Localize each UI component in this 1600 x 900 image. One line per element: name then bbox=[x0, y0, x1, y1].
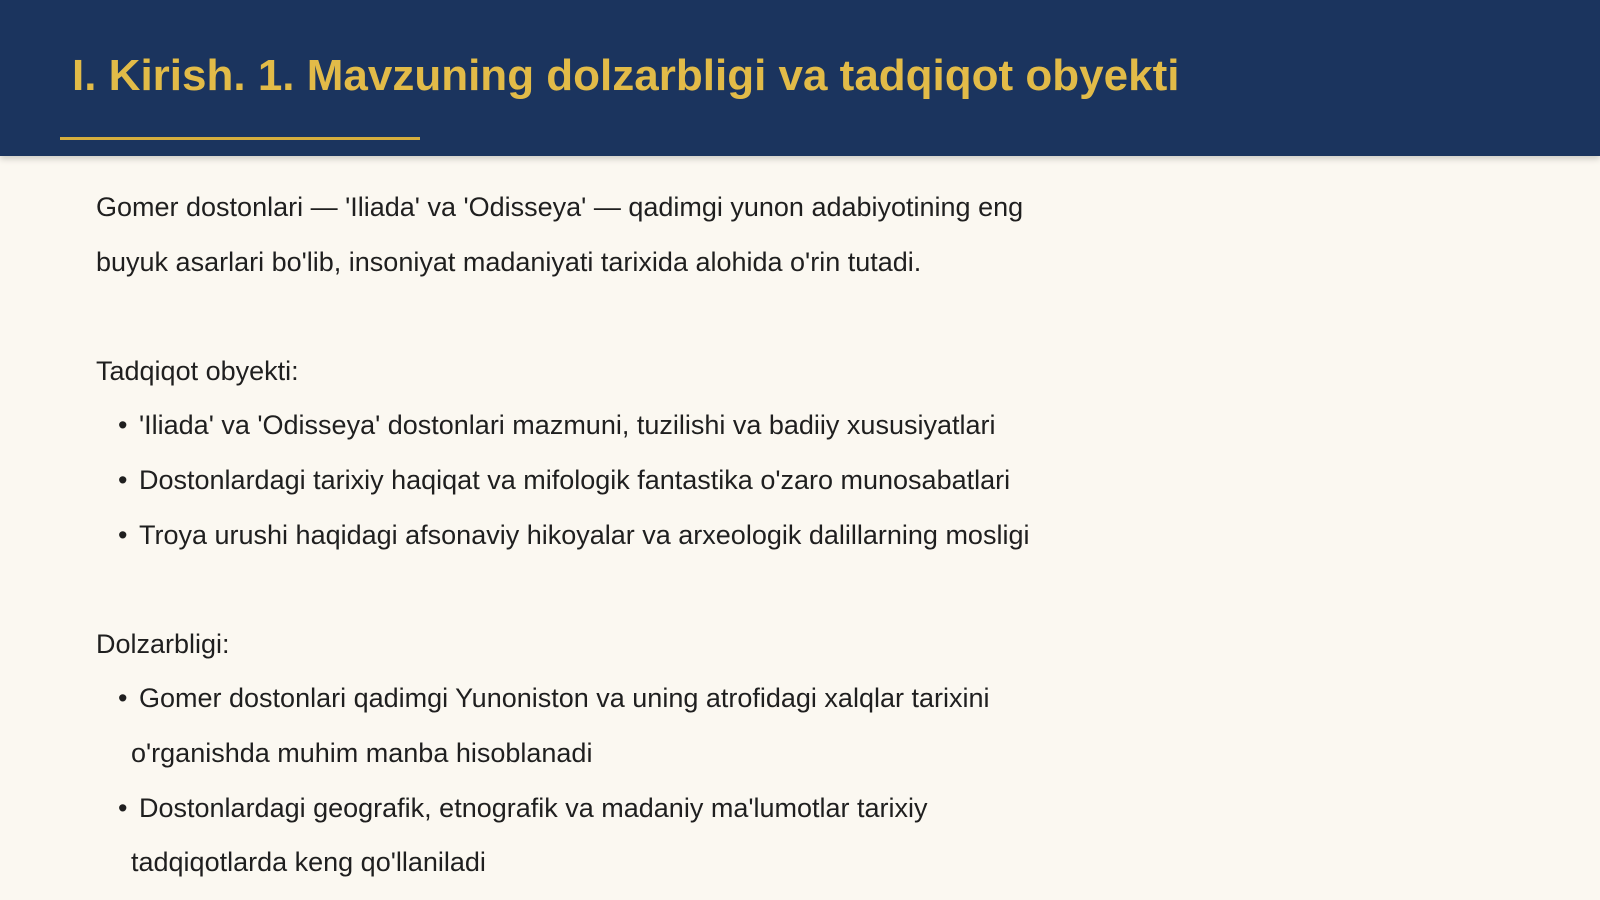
intro-paragraph bbox=[96, 180, 1136, 289]
bullet-icon: • bbox=[118, 683, 128, 714]
list-item-text: 'Iliada' va 'Odisseya' dostonlari mazmuni, tuzilishi va badiiy xususiyatlari bbox=[139, 410, 996, 441]
object-list bbox=[96, 398, 1136, 562]
intro-line-2: buyuk asarlari bo'lib, insoniyat madaniyati tarixida alohida o'rin tutadi. bbox=[96, 246, 922, 277]
list-item-text: Troya urushi haqidagi afsonaviy hikoyalar va arxeologik dalillarning mosligi bbox=[139, 519, 1030, 550]
bullet-icon: • bbox=[118, 792, 128, 823]
list-item-text-continued: tadqiqotlarda keng qo'llaniladi bbox=[131, 847, 486, 878]
bullet-icon: • bbox=[118, 410, 128, 441]
slide-body bbox=[96, 180, 1136, 890]
list-item-text: Gomer dostonlari qadimgi Yunoniston va uning atrofidagi xalqlar tarixini bbox=[139, 683, 990, 714]
object-heading: Tadqiqot obyekti: bbox=[96, 355, 299, 386]
relevance-list bbox=[96, 671, 1136, 889]
relevance-heading: Dolzarbligi: bbox=[96, 628, 230, 659]
bullet-icon: • bbox=[118, 519, 128, 550]
spacer bbox=[96, 289, 1136, 344]
bullet-icon: • bbox=[118, 464, 128, 495]
title-underline bbox=[60, 137, 420, 140]
list-item bbox=[96, 781, 1136, 890]
slide-title: I. Kirish. 1. Mavzuning dolzarbligi va tadqiqot obyekti bbox=[72, 51, 1180, 100]
list-item-text: Dostonlardagi tarixiy haqiqat va mifologik fantastika o'zaro munosabatlari bbox=[139, 464, 1011, 495]
intro-line-1: Gomer dostonlari — 'Iliada' va 'Odisseya' — qadimgi yunon adabiyotining eng bbox=[96, 192, 1024, 222]
list-item-text-continued: o'rganishda muhim manba hisoblanadi bbox=[131, 737, 593, 768]
list-item bbox=[96, 671, 1136, 780]
slide-header bbox=[0, 0, 1600, 156]
list-item bbox=[96, 398, 1136, 453]
spacer bbox=[96, 562, 1136, 617]
list-item bbox=[96, 453, 1136, 508]
list-item bbox=[96, 508, 1136, 563]
list-item-text: Dostonlardagi geografik, etnografik va madaniy ma'lumotlar tarixiy bbox=[139, 792, 928, 823]
